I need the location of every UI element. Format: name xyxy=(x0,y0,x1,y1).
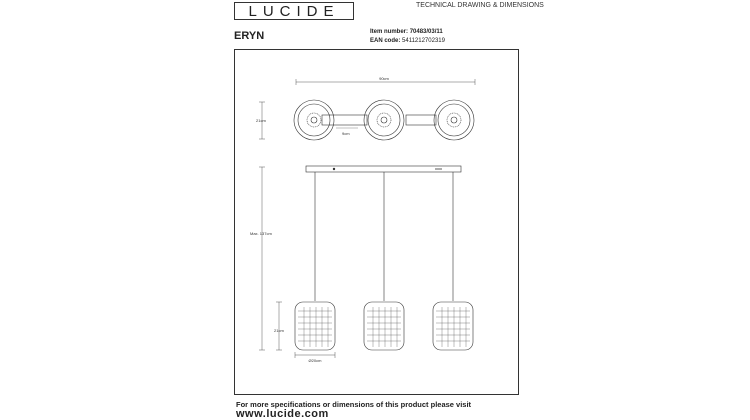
top-height-label: 21cm xyxy=(256,118,266,123)
product-meta xyxy=(370,28,445,46)
shade-left xyxy=(295,291,335,350)
shade-top-view-right xyxy=(434,100,474,140)
max-height-label: Max. 137cm xyxy=(250,231,272,236)
footer-note: For more specifications or dimensions of this product please visit xyxy=(236,400,472,409)
shade-top-view-left xyxy=(294,100,334,140)
shade-right xyxy=(433,291,473,350)
website-link[interactable]: www.lucide.com xyxy=(236,408,329,420)
side-view xyxy=(250,166,473,363)
brand-logo-text: LUCIDE xyxy=(248,2,340,20)
shade-diameter-label: Ø20cm xyxy=(308,358,322,363)
shade-top-view-middle xyxy=(364,100,404,140)
shade-body-right xyxy=(433,302,473,350)
document-type: TECHNICAL DRAWING & DIMENSIONS xyxy=(416,2,544,9)
canopy-bar-right xyxy=(406,115,436,125)
top-view xyxy=(256,76,475,140)
spacing-label: 9cm xyxy=(342,131,350,136)
brand-logo xyxy=(234,2,354,20)
product-name: ERYN xyxy=(234,30,265,42)
ean-label: EAN code: xyxy=(370,38,401,44)
technical-drawing xyxy=(234,49,519,395)
ean-value: 5411212702319 xyxy=(402,38,445,44)
item-number-label: Item number: xyxy=(370,29,409,35)
item-number-row xyxy=(370,28,445,37)
shade-body-left xyxy=(295,302,335,350)
shade-body-middle xyxy=(364,302,404,350)
width-label: 90cm xyxy=(379,76,389,81)
item-number-value: 70483/03/11 xyxy=(409,29,443,35)
shade-middle xyxy=(364,291,404,350)
shade-height-label: 21cm xyxy=(274,328,284,333)
ean-row xyxy=(370,37,445,46)
canopy-bar-left xyxy=(322,115,367,125)
